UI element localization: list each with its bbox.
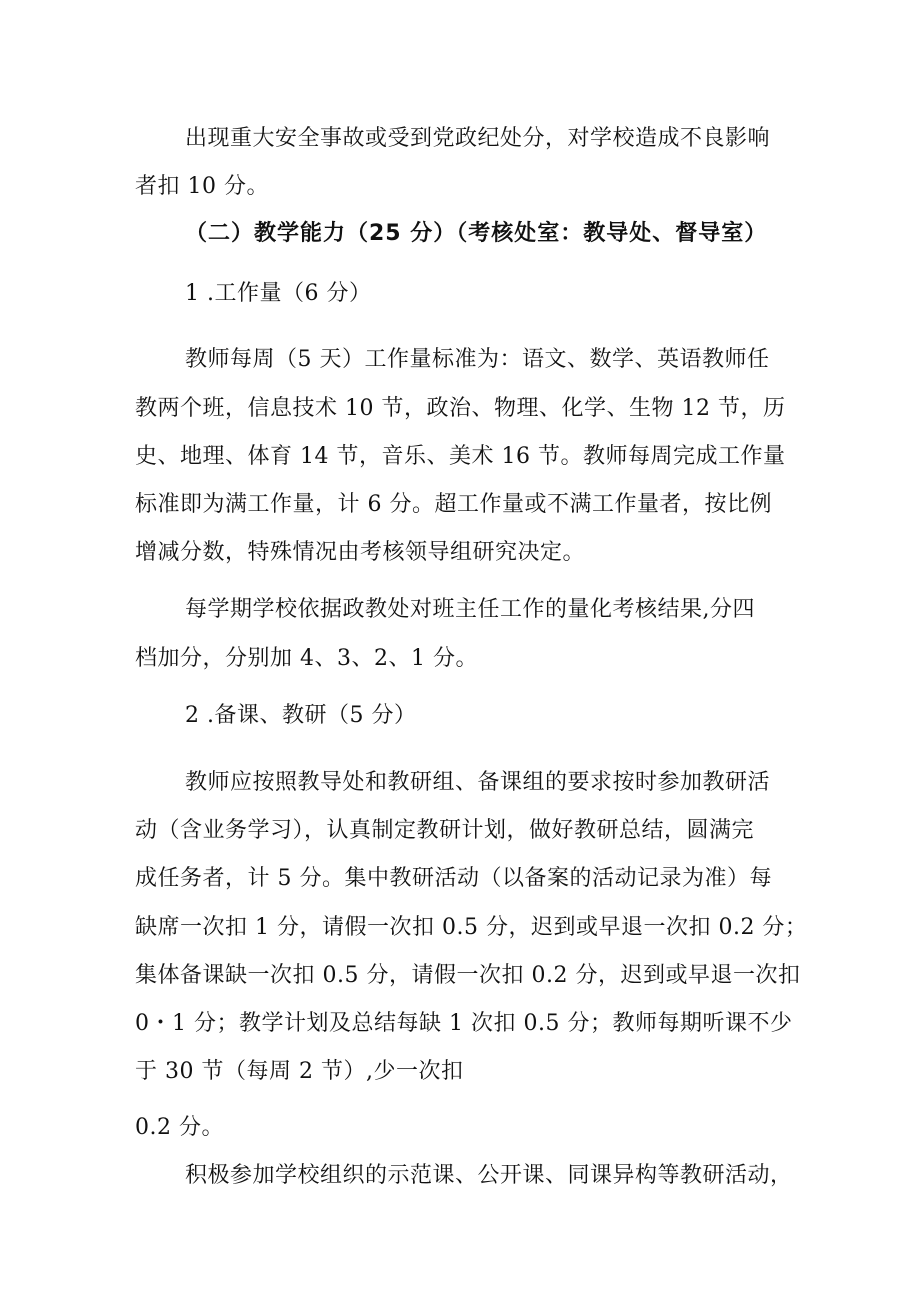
paragraph-line: 教师应按照教导处和教研组、备课组的要求按时参加教研活 xyxy=(185,770,771,795)
paragraph-line: 成任务者，计 5 分。集中教研活动（以备案的活动记录为准）每 xyxy=(135,866,772,891)
paragraph-line: 者扣 10 分。 xyxy=(135,174,269,199)
paragraph-line: 教师每周（5 天）工作量标准为：语文、数学、英语教师任 xyxy=(185,347,770,372)
paragraph-line: 增减分数，特殊情况由考核领导组研究决定。 xyxy=(135,540,586,565)
section-heading: （二）教学能力（25 分）（考核处室：教导处、督导室） xyxy=(185,221,768,246)
paragraph-line: 史、地理、体育 14 节，音乐、美术 16 节。教师每周完成工作量 xyxy=(135,444,786,469)
paragraph-line: 动（含业务学习），认真制定教研计划，做好教研总结，圆满完 xyxy=(135,818,755,843)
paragraph-line: 标准即为满工作量，计 6 分。超工作量或不满工作量者，按比例 xyxy=(135,492,772,517)
subsection-heading: 1 .工作量（6 分） xyxy=(185,281,372,306)
subsection-heading: 2 .备课、教研（5 分） xyxy=(185,703,417,728)
paragraph-line: 积极参加学校组织的示范课、公开课、同课异构等教研活动， xyxy=(185,1163,793,1188)
paragraph-line: 0・1 分；教学计划及总结每缺 1 次扣 0.5 分；教师每期听课不少 xyxy=(135,1011,793,1036)
paragraph-line: 缺席一次扣 1 分，请假一次扣 0.5 分，迟到或早退一次扣 0.2 分； xyxy=(135,915,808,940)
paragraph-line: 集体备课缺一次扣 0.5 分，请假一次扣 0.2 分，迟到或早退一次扣 xyxy=(135,963,801,988)
paragraph-line: 于 30 节（每周 2 节）,少一次扣 xyxy=(135,1059,464,1084)
paragraph-line: 每学期学校依据政教处对班主任工作的量化考核结果,分四 xyxy=(185,597,755,622)
paragraph-line: 教两个班，信息技术 10 节，政治、物理、化学、生物 12 节，历 xyxy=(135,396,786,421)
paragraph-line: 0.2 分。 xyxy=(135,1115,224,1140)
paragraph-line: 出现重大安全事故或受到党政纪处分，对学校造成不良影响 xyxy=(185,126,771,151)
paragraph-line: 档加分，分别加 4、3、2、1 分。 xyxy=(135,646,478,671)
